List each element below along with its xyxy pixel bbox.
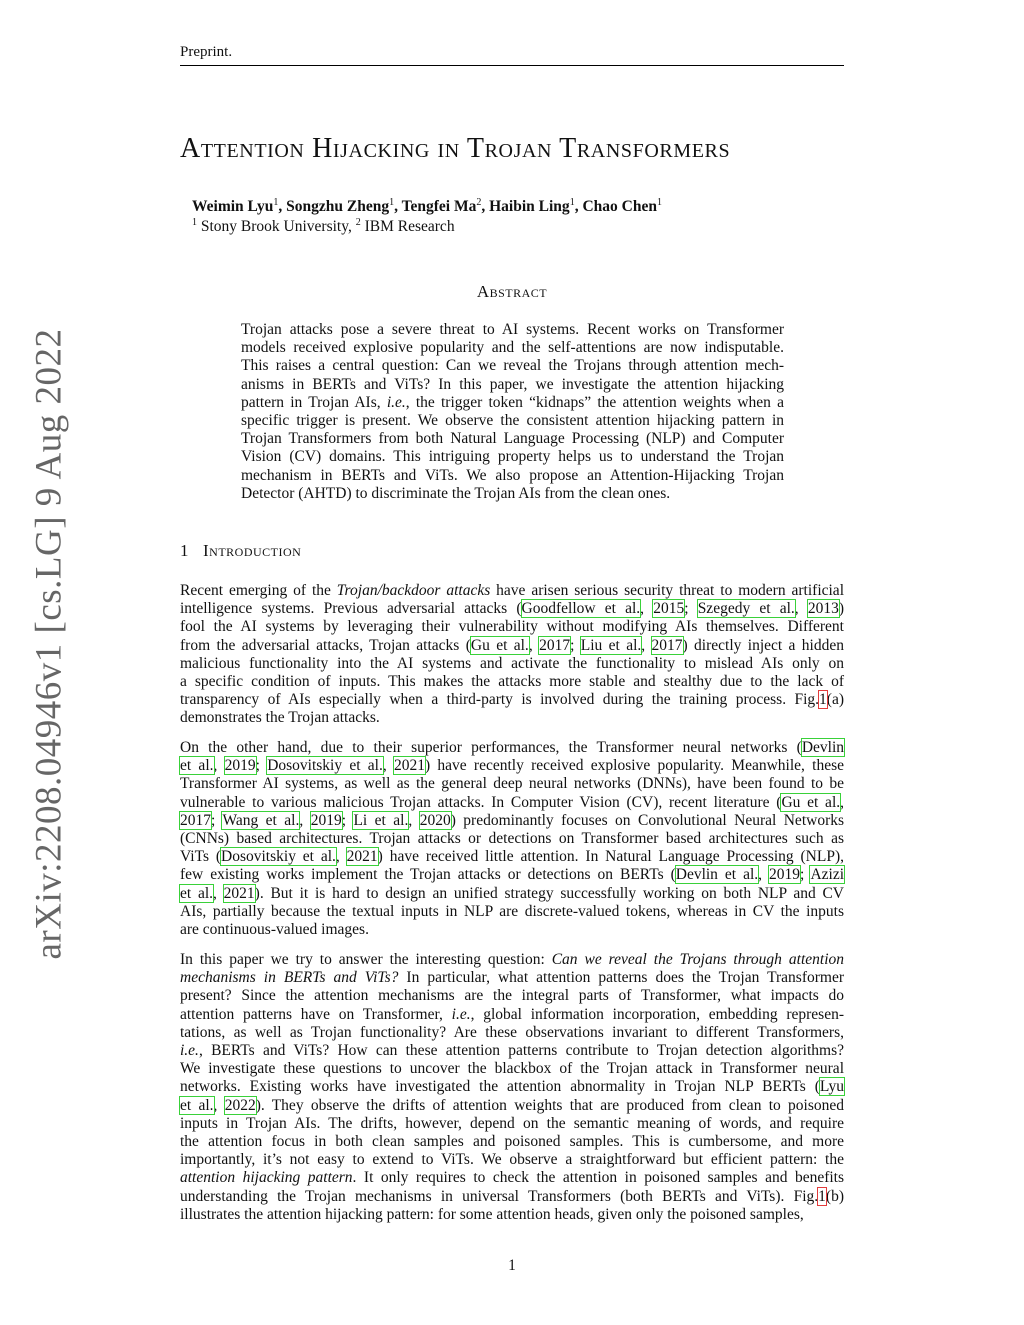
citation-link[interactable]: 2020 [419, 811, 451, 829]
text-line [180, 739, 844, 757]
italic-text: mechanisms in BERTs and ViTs? [180, 969, 399, 987]
intro-paragraph-2 [180, 739, 844, 939]
text-line [180, 1188, 844, 1206]
text-run: , [794, 600, 808, 618]
text-line [180, 951, 844, 969]
text-run: ; [570, 636, 581, 654]
text-run: ; [684, 600, 698, 618]
text-line [180, 885, 844, 903]
text-line [180, 1042, 844, 1060]
text-line: anisms in BERTs and ViTs? In this paper, we investigate the attention hijacking [241, 375, 784, 393]
affiliation-name: IBM Research [360, 218, 455, 236]
text-line [180, 691, 844, 709]
text-run: attention patterns have on Transformer, [180, 1005, 452, 1023]
text-run: , the trigger token “kidnaps” the attention weights when a [405, 393, 784, 411]
text-run: , [213, 757, 225, 775]
text-run: (b) [825, 1187, 844, 1205]
text-line: AIs, partially because the textual inputs in NLP are discrete-valued tokens, whereas in CV the inputs [180, 902, 844, 920]
text-line [180, 757, 844, 775]
text-run: ) predominantly focuses on Convolutional Neural Networks [450, 811, 845, 829]
citation-link[interactable]: 2021 [346, 848, 378, 866]
text-run: , [640, 600, 654, 618]
citation-link[interactable]: 2017 [180, 811, 211, 829]
text-run: On the other hand, due to their superior performances, the Transformer neural networks ( [180, 739, 802, 756]
citation-link[interactable]: Devlin [801, 739, 844, 756]
text-run: from the adversarial attacks, Trojan attacks ( [180, 636, 471, 654]
citation-link[interactable]: Wang et al. [222, 811, 300, 829]
text-line: This raises a central question: Can we reveal the Trojans through attention mech- [241, 357, 784, 375]
page-number: 1 [508, 1257, 516, 1274]
citation-link[interactable]: Liu et al. [580, 636, 642, 654]
italic-text: Can we reveal the Trojans through attention [551, 951, 844, 968]
author-separator: , [481, 198, 490, 216]
text-run: , [408, 811, 420, 829]
text-run: In particular, what attention patterns does the Trojan Transformer [398, 969, 845, 987]
affiliation-marker: 1 [389, 197, 395, 208]
affiliation-marker: 1 [569, 197, 575, 208]
text-line [180, 637, 844, 655]
section-title: Introduction [203, 541, 302, 560]
text-run: ) [838, 600, 844, 618]
text-run: ). They observe the drifts of attention weights that are produced from clean to poisoned [255, 1096, 845, 1114]
text-run: few existing works implement the Trojan attacks or detections on BERTs ( [180, 866, 676, 884]
section-number: 1 [180, 541, 189, 560]
text-run: ; [255, 757, 268, 775]
citation-link[interactable]: Szegedy et al. [697, 600, 795, 618]
citation-link[interactable]: Li et al. [353, 811, 409, 829]
text-run: , [840, 793, 844, 811]
citation-link[interactable]: 2019 [310, 811, 342, 829]
text-line: illustrates the attention hijacking pattern: for some attention heads, given only the poisoned samples, [180, 1205, 804, 1223]
text-line [180, 794, 844, 812]
affiliations [192, 213, 455, 236]
text-line: the attention focus in both clean samples and poisoned samples. This is cumbersome, and more [180, 1133, 844, 1151]
citation-link[interactable]: Azizi [810, 866, 845, 884]
text-run: , [213, 1096, 225, 1114]
text-run: , [528, 636, 540, 654]
citation-link[interactable]: 2015 [653, 600, 685, 618]
text-run: , [758, 866, 769, 884]
citation-link[interactable]: 2019 [224, 757, 256, 775]
text-line: Transformer AI systems, as well as the general deep neural networks (DNNs), have been found to be [180, 775, 844, 793]
text-run: , [299, 811, 311, 829]
author-name: Chao Chen [582, 198, 657, 216]
italic-text: Trojan/backdoor attacks [336, 582, 491, 599]
figure-ref-link[interactable]: 1 [818, 1187, 826, 1205]
abstract-body [241, 321, 784, 503]
text-run: ; [800, 866, 811, 884]
citation-link[interactable]: Devlin et al. [675, 866, 759, 884]
text-line: Detector (AHTD) to discriminate the Trojan AIs from the clean ones. [241, 484, 671, 502]
text-line [180, 1097, 844, 1115]
citation-link[interactable]: et al. [180, 884, 214, 902]
text-run: understanding the Trojan mechanisms in universal Transformers (both BERTs and ViTs). Fig. [180, 1187, 819, 1205]
text-line: importantly, it’s not easy to extend to ViTs. We observe a straightforward but efficient pattern: the [180, 1151, 844, 1169]
text-line [180, 1169, 844, 1187]
text-run: have arisen serious security threat to modern artificial [490, 582, 844, 599]
text-run: ) directly inject a hidden [682, 636, 844, 654]
citation-link[interactable]: Goodfellow et al. [521, 600, 641, 618]
affiliation-marker: 1 [273, 197, 279, 208]
text-line [180, 866, 844, 884]
text-run: , global information incorporation, embedding represen- [470, 1005, 844, 1023]
text-line: are continuous-valued images. [180, 921, 369, 939]
citation-link[interactable]: et al. [180, 757, 214, 775]
citation-link[interactable]: 2017 [539, 636, 571, 654]
affiliation-marker: 2 [355, 217, 361, 228]
text-line [180, 969, 844, 987]
text-line: present? Since the attention mechanisms are the integral parts of Transformer, what impacts do [180, 987, 844, 1005]
citation-link[interactable]: et al. [180, 1096, 214, 1114]
text-line [241, 394, 784, 412]
text-run: . It only requires to check the attention in poisoned samples and benefits [352, 1169, 845, 1187]
text-run: ViTs ( [180, 848, 222, 866]
text-line [180, 582, 844, 600]
italic-text: attention hijacking pattern [180, 1169, 353, 1187]
author-name: Haibin Ling [489, 198, 570, 216]
text-run: , [335, 848, 347, 866]
text-run: , BERTs and ViTs? How can these attention patterns contribute to Trojan detection algorithms? [198, 1042, 844, 1060]
citation-link[interactable]: Gu et al. [781, 793, 841, 811]
text-line: a specific condition of inputs. This makes the attacks more stable and stealthy due to the lack of [180, 673, 844, 691]
intro-paragraph-1 [180, 582, 844, 728]
text-run: intelligence systems. Previous adversarial attacks ( [180, 600, 522, 618]
author-name: Songzhu Zheng [286, 198, 390, 216]
text-line: Vision (CV) domains. This intriguing property helps us to understand the Trojan [241, 448, 784, 466]
text-run: networks. Existing works have investigated the attention abnormality in Trojan NLP BERTs ( [180, 1078, 820, 1096]
text-line: models received explosive popularity and the self-attentions are now indisputable. [241, 339, 784, 357]
text-line: mechanism in BERTs and ViTs. We also propose an Attention-Hijacking Trojan [241, 466, 784, 484]
text-run: ; [341, 811, 354, 829]
figure-ref-link[interactable]: 1 [819, 691, 827, 709]
author-name: Tengfei Ma [401, 198, 477, 216]
text-line [180, 848, 844, 866]
text-line: fool the AI systems by leveraging their vulnerability without modifying AIs themselves. Different [180, 618, 844, 636]
abstract-heading: Abstract [476, 282, 548, 301]
italic-text: i.e. [180, 1042, 199, 1060]
text-line: (CNNs) based architectures. Trojan attacks or detections on Transformer based architectures such as [180, 830, 844, 848]
text-run: pattern in Trojan AIs, [241, 393, 387, 411]
italic-text: i.e. [451, 1005, 471, 1023]
text-line: We investigate these questions to uncover the blackbox of the Trojan attack in Transformer neural [180, 1060, 844, 1078]
citation-link[interactable]: 2021 [223, 884, 255, 902]
affiliation-name: Stony Brook University, [197, 218, 356, 236]
text-run: ) have recently received explosive popularity. Meanwhile, these [424, 757, 844, 775]
text-run: ; [211, 811, 223, 829]
citation-link[interactable]: Dosovitskiy et al. [221, 848, 336, 866]
text-line: specific trigger is present. We observe the consistent attention hijacking pattern in [241, 412, 784, 430]
text-line [180, 812, 844, 830]
text-run: In this paper we try to answer the interesting question: [180, 951, 552, 968]
text-line: malicious functionality into the AI systems and activate the functionality to mislead AIs only on [180, 654, 844, 672]
citation-link[interactable]: 2013 [807, 600, 839, 618]
text-run: ) have received little attention. In Natural Language Processing (NLP), [377, 848, 844, 866]
citation-link[interactable]: 2021 [393, 757, 425, 775]
author-separator: , [574, 198, 583, 216]
text-run: transparency of AIs especially when a third-party is involved during the training process. Fig. [180, 691, 820, 709]
section-heading-introduction [180, 541, 301, 561]
text-line: Trojan Transformers from both Natural Language Processing (NLP) and Computer [241, 430, 784, 448]
text-run: ). But it is hard to design an unified strategy successfully working on both NLP and CV [254, 884, 844, 902]
affiliation-marker: 1 [192, 217, 197, 228]
intro-paragraph-3 [180, 951, 844, 1224]
text-line: inputs in Trojan AIs. The drifts, however, depend on the semantic meaning of words, and require [180, 1114, 844, 1132]
citation-link[interactable]: 2019 [769, 866, 800, 884]
citation-link[interactable]: Dosovitskiy et al. [267, 757, 383, 775]
text-line [180, 600, 844, 618]
text-run: , [641, 636, 652, 654]
arxiv-identifier-watermark: arXiv:2208.04946v1 [cs.LG] 9 Aug 2022 [28, 328, 70, 960]
author-name: Weimin Lyu [192, 198, 274, 216]
author-separator: , [278, 198, 287, 216]
citation-link[interactable]: Gu et al. [470, 636, 529, 654]
affiliation-marker: 1 [656, 197, 662, 208]
running-header: Preprint. [180, 44, 844, 66]
citation-link[interactable]: 2017 [651, 636, 683, 654]
paper-title: Attention Hijacking in Trojan Transformers [180, 133, 731, 164]
text-line [180, 1078, 844, 1096]
affiliation-marker: 2 [476, 197, 482, 208]
text-run: , [382, 757, 394, 775]
text-run: (a) [826, 691, 844, 709]
text-line: demonstrates the Trojan attacks. [180, 709, 380, 727]
text-line: Trojan attacks pose a severe threat to AI systems. Recent works on Transformer [241, 321, 784, 338]
italic-text: i.e. [386, 393, 406, 411]
text-run: Recent emerging of the [180, 582, 337, 599]
text-run: , [213, 884, 224, 902]
text-line [180, 1006, 844, 1024]
text-line: tations, as well as Trojan functionality? Are these observations invariant to different Transformers, [180, 1023, 844, 1041]
citation-link[interactable]: 2022 [224, 1096, 256, 1114]
citation-link[interactable]: Lyu [819, 1078, 844, 1096]
author-separator: , [394, 198, 402, 216]
text-run: vulnerable to various malicious Trojan attacks. In Computer Vision (CV), recent literature ( [180, 793, 782, 811]
